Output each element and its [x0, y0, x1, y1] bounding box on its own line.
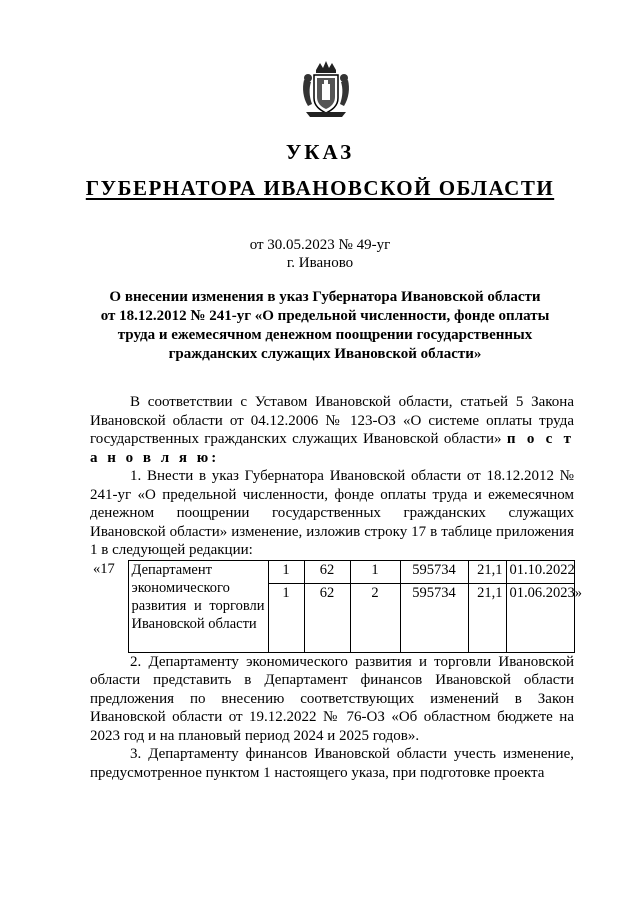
table-cell: 21,1	[468, 583, 506, 652]
document-subject	[95, 288, 555, 364]
table-cell: 2	[350, 583, 400, 652]
document-issuer: ГУБЕРНАТОРА ИВАНОВСКОЙ ОБЛАСТИ	[85, 176, 555, 200]
item-3-paragraph: 3. Департаменту финансов Ивановской области учесть изменение, предусмотренное пунктом 1 настоящего указа, при подготовке проекта	[90, 746, 574, 781]
item-2-paragraph: 2. Департаменту экономического развития и торговли Ивановской области представить в Департамент финансов Ивановской области предложения по внесению соответствующих изменений в Закон Ивановской области от 19.12.2022 № 76-ОЗ «Об областном бюджете на 2023 год и на плановый период 2024 и 2025 годов».	[90, 653, 574, 744]
table-cell: 1	[268, 560, 304, 583]
subject-line: труда и ежемесячном денежном поощрении государственных	[117, 327, 533, 343]
table-cell: 595734	[400, 583, 468, 652]
table-row	[90, 560, 574, 583]
table-cell: 62	[304, 560, 350, 583]
document-date-number: от 30.05.2023 № 49-уг	[249, 237, 391, 253]
subject-line: от 18.12.2012 № 241-уг «О предельной численности, фонде оплаты	[100, 308, 550, 324]
table-cell: 01.10.2022	[506, 560, 574, 583]
resolve-word: п о с т а н о в л я ю:	[90, 431, 575, 466]
table-cell: 62	[304, 583, 350, 652]
item-1-paragraph: 1. Внести в указ Губернатора Ивановской области от 18.12.2012 № 241-уг «О предельной численности, фонде оплаты труда и ежемесячном денежном поощрении государственных гражданских служащих Ивановской области» изменение, изложив строку 17 в таблице приложения 1 в следующей редакции:	[90, 468, 574, 558]
document-city: г. Иваново	[286, 255, 354, 271]
document-title: УКАЗ	[285, 140, 355, 164]
table-cell: 01.06.2023»	[506, 583, 574, 652]
amendment-table	[90, 560, 582, 653]
table-cell: 1	[268, 583, 304, 652]
table-cell: 21,1	[468, 560, 506, 583]
ivanovo-coat-of-arms-icon	[300, 60, 352, 120]
subject-line: О внесении изменения в указ Губернатора Ивановской области	[109, 289, 541, 305]
preamble-paragraph: В соответствии с Уставом Ивановской области, статьей 5 Закона Ивановской области от 04.12.2006 № 123-ОЗ «О системе оплаты труда государственных гражданских служащих Ивановской области» п о с т а н о в л я ю:	[90, 394, 575, 466]
document-body	[90, 393, 582, 782]
table-cell: 595734	[400, 560, 468, 583]
department-cell: Департамент экономического развития и торговли Ивановской области	[128, 560, 268, 652]
subject-line: гражданских служащих Ивановской области»	[168, 346, 482, 362]
row-number-cell: «17	[90, 560, 128, 652]
table-cell: 1	[350, 560, 400, 583]
